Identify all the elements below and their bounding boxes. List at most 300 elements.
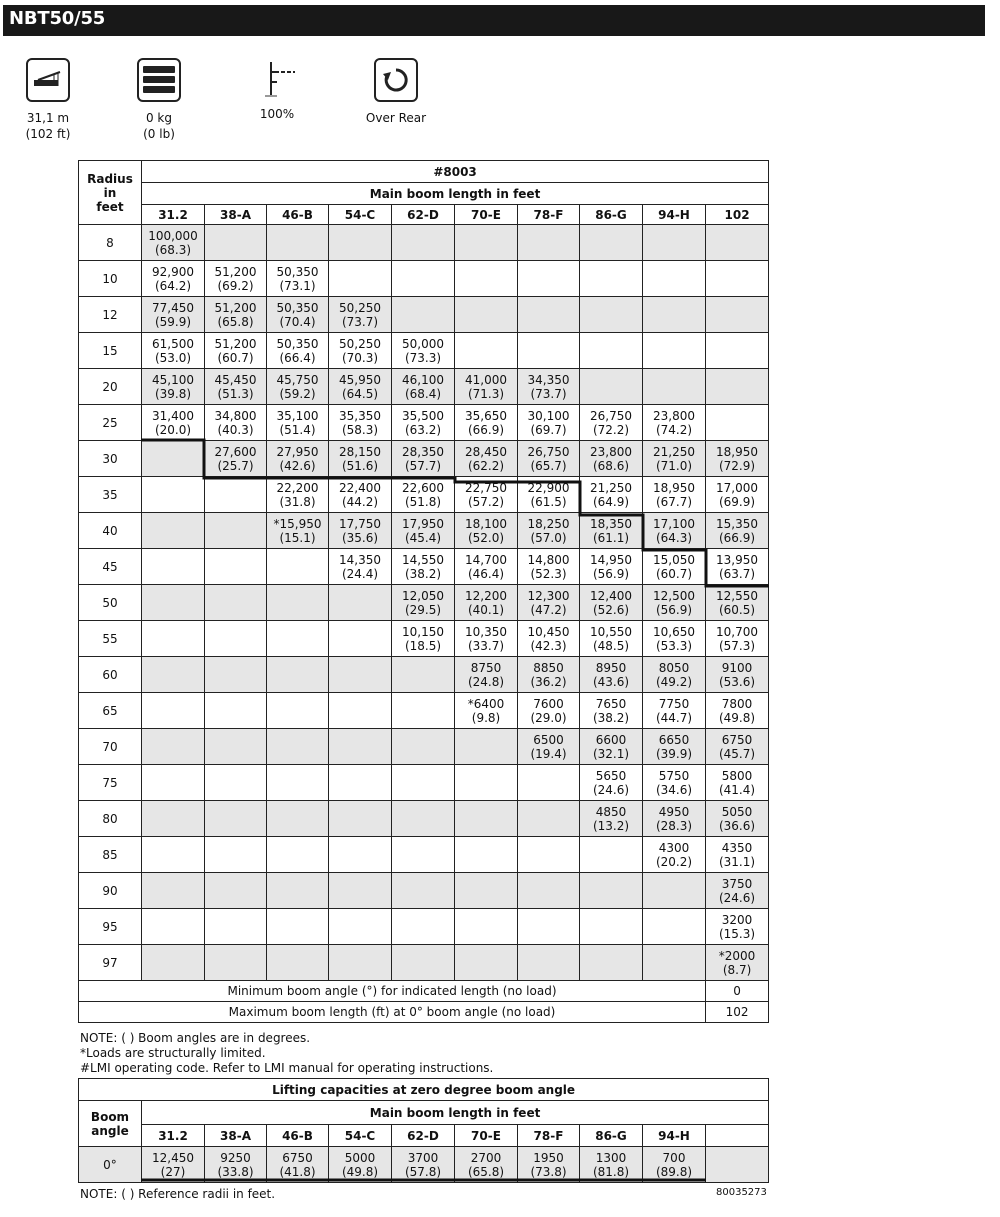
capacity-cell <box>643 693 706 729</box>
capacity-cell <box>392 621 455 657</box>
radius-value: (27) <box>160 1164 186 1179</box>
empty-cell <box>455 837 518 873</box>
zero-column-header: 46-B <box>267 1125 329 1147</box>
zero-column-header: 54-C <box>329 1125 392 1147</box>
empty-cell <box>267 909 329 945</box>
boom-angle-value: (73.3) <box>404 350 442 365</box>
radius-value: (65.8) <box>467 1164 505 1179</box>
boom-angle-value: (65.7) <box>530 458 567 473</box>
empty-cell <box>580 333 643 369</box>
empty-cell <box>580 369 643 405</box>
load-value: 50,250 <box>339 336 381 351</box>
load-value: 35,500 <box>402 408 444 423</box>
radius-cell: 25 <box>79 405 142 441</box>
radius-cell: 10 <box>79 261 142 297</box>
capacity-cell <box>455 657 518 693</box>
boom-angle-value: (71.0) <box>655 458 693 473</box>
radius-cell: 60 <box>79 657 142 693</box>
load-value: 6500 <box>533 732 564 747</box>
boom-angle-value: (68.6) <box>592 458 630 473</box>
capacity-cell <box>205 405 267 441</box>
load-value: 21,250 <box>590 480 632 495</box>
boom-angle-value: (39.9) <box>655 746 693 761</box>
empty-cell <box>455 729 518 765</box>
load-value: 34,350 <box>527 372 570 387</box>
lmi-code: #8003 <box>142 161 769 183</box>
boom-angle-value: (57.3) <box>718 638 756 653</box>
zero-capacity-cell <box>142 1147 205 1183</box>
zero-capacity-cell <box>392 1147 455 1183</box>
title-bar <box>3 5 985 36</box>
empty-cell <box>267 801 329 837</box>
load-value: 50,250 <box>339 300 381 315</box>
empty-cell <box>142 765 205 801</box>
empty-cell <box>392 945 455 981</box>
zero-column-header: 94-H <box>643 1125 706 1147</box>
capacity-cell <box>580 477 643 513</box>
load-value: 12,450 <box>152 1150 194 1165</box>
radius-cell: 70 <box>79 729 142 765</box>
capacity-cell <box>392 333 455 369</box>
empty-cell <box>329 585 392 621</box>
load-value: 15,050 <box>653 552 695 567</box>
load-value: 51,200 <box>214 336 257 351</box>
capacity-cell <box>329 477 392 513</box>
empty-cell <box>455 297 518 333</box>
empty-cell <box>392 729 455 765</box>
capacity-cell <box>455 549 518 585</box>
boom-angle-value: (53.3) <box>655 638 693 653</box>
capacity-cell <box>142 297 205 333</box>
load-value: 31,400 <box>152 408 194 423</box>
table-row <box>79 585 769 621</box>
empty-cell <box>267 945 329 981</box>
empty-cell <box>580 873 643 909</box>
capacity-cell <box>392 585 455 621</box>
radius-value: (41.8) <box>279 1164 316 1179</box>
boom-angle-value: (56.9) <box>592 566 630 581</box>
load-value: 28,350 <box>402 444 444 459</box>
capacity-cell <box>706 585 769 621</box>
capacity-cell <box>706 693 769 729</box>
radius-value: (89.8) <box>655 1164 693 1179</box>
load-value: 28,450 <box>465 444 507 459</box>
load-value: 92,900 <box>152 264 194 279</box>
load-value: 50,350 <box>276 300 319 315</box>
boom-angle-value: (38.2) <box>404 566 442 581</box>
load-value: 12,300 <box>527 588 570 603</box>
load-value: 1300 <box>595 1150 627 1165</box>
capacity-cell <box>392 549 455 585</box>
load-value: 14,550 <box>402 552 444 567</box>
boom-angle-value: (32.1) <box>592 746 630 761</box>
empty-cell <box>205 693 267 729</box>
load-value: 30,100 <box>527 408 570 423</box>
load-value: 18,100 <box>465 516 507 531</box>
empty-cell <box>205 621 267 657</box>
radius-cell: 8 <box>79 225 142 261</box>
empty-cell <box>267 585 329 621</box>
load-value: 7750 <box>658 696 690 711</box>
zero-capacity-cell <box>580 1147 643 1183</box>
empty-cell <box>267 225 329 261</box>
load-value: 50,350 <box>276 336 319 351</box>
load-value: 17,950 <box>402 516 444 531</box>
empty-cell <box>706 225 769 261</box>
radius-cell: 85 <box>79 837 142 873</box>
load-value: 5800 <box>721 768 753 783</box>
spec-value: 31,1 m <box>26 111 70 125</box>
capacity-cell <box>142 369 205 405</box>
capacity-cell <box>267 441 329 477</box>
empty-cell <box>142 693 205 729</box>
empty-cell <box>455 225 518 261</box>
boom-angle-value: (51.3) <box>217 386 254 401</box>
boom-angle-value: (57.0) <box>530 530 567 545</box>
empty-cell <box>706 405 769 441</box>
empty-cell <box>706 1147 769 1183</box>
load-value: 5050 <box>721 804 753 819</box>
capacity-cell <box>518 585 580 621</box>
capacity-cell <box>455 693 518 729</box>
empty-cell <box>392 225 455 261</box>
radius-value: (33.8) <box>217 1164 254 1179</box>
boom-angle-value: (57.7) <box>404 458 442 473</box>
load-value: 46,100 <box>402 372 444 387</box>
capacity-cell <box>580 693 643 729</box>
boom-angle-value: (18.5) <box>404 638 442 653</box>
empty-cell <box>706 261 769 297</box>
boom-angle-value: (46.4) <box>467 566 505 581</box>
empty-cell <box>706 297 769 333</box>
radius-cell: 97 <box>79 945 142 981</box>
boom-angle-value: (59.2) <box>279 386 316 401</box>
boom-length-header: Main boom length in feet <box>142 183 769 205</box>
empty-cell <box>267 549 329 585</box>
table-row <box>79 225 769 261</box>
capacity-cell <box>329 405 392 441</box>
table-row <box>79 873 769 909</box>
load-value: 17,000 <box>716 480 759 495</box>
boom-angle-value: (38.2) <box>592 710 630 725</box>
column-header: 54-C <box>329 205 392 225</box>
boom-angle-value: (69.7) <box>530 422 567 437</box>
empty-cell <box>392 657 455 693</box>
radius-cell: 50 <box>79 585 142 621</box>
capacity-cell <box>329 441 392 477</box>
load-value: 14,950 <box>590 552 632 567</box>
capacity-cell <box>580 513 643 549</box>
radius-cell: 15 <box>79 333 142 369</box>
boom-angle-value: (33.7) <box>467 638 505 653</box>
boom-angle-value: (47.2) <box>530 602 567 617</box>
capacity-cell <box>643 621 706 657</box>
radius-cell: 12 <box>79 297 142 333</box>
boom-angle-value: (61.1) <box>592 530 630 545</box>
boom-angle-value: (67.7) <box>655 494 693 509</box>
boom-angle-value: (44.7) <box>655 710 693 725</box>
boom-angle-value: (45.7) <box>718 746 756 761</box>
zero-row-label: 0° <box>79 1147 142 1183</box>
load-value: 27,950 <box>276 444 319 459</box>
column-header: 102 <box>706 205 769 225</box>
boom-angle-value: (51.4) <box>279 422 316 437</box>
load-value: 21,250 <box>653 444 695 459</box>
empty-cell <box>142 585 205 621</box>
empty-cell <box>706 333 769 369</box>
empty-cell <box>580 261 643 297</box>
boom-angle-value: (24.6) <box>718 890 756 905</box>
capacity-cell <box>580 657 643 693</box>
boom-angle-value: (60.7) <box>217 350 254 365</box>
table-row <box>79 945 769 981</box>
load-value: 6600 <box>595 732 627 747</box>
column-header: 86-G <box>580 205 643 225</box>
empty-cell <box>142 441 205 477</box>
footer-note: NOTE: ( ) Reference radii in feet. <box>80 1187 276 1201</box>
boom-angle-value: (52.0) <box>467 530 505 545</box>
capacity-cell <box>267 513 329 549</box>
load-value: 14,700 <box>465 552 507 567</box>
boom-angle-value: (52.3) <box>530 566 567 581</box>
table-row <box>79 621 769 657</box>
boom-angle-value: (35.6) <box>341 530 379 545</box>
empty-cell <box>518 801 580 837</box>
empty-cell <box>392 765 455 801</box>
column-header: 78-F <box>518 205 580 225</box>
zero-angle-table <box>78 1078 769 1183</box>
empty-cell <box>518 837 580 873</box>
boom-angle-value: (19.4) <box>530 746 567 761</box>
load-value: 50,350 <box>276 264 319 279</box>
empty-cell <box>142 729 205 765</box>
capacity-cell <box>455 585 518 621</box>
radius-cell: 40 <box>79 513 142 549</box>
boom-angle-value: (70.3) <box>341 350 379 365</box>
table-row <box>79 405 769 441</box>
load-value: 45,950 <box>339 372 381 387</box>
boom-angle-value: (53.6) <box>718 674 756 689</box>
empty-cell <box>392 837 455 873</box>
radius-value: (49.8) <box>341 1164 379 1179</box>
capacity-cell <box>267 369 329 405</box>
load-value: 8050 <box>658 660 690 675</box>
load-value: 10,700 <box>716 624 759 639</box>
capacity-cell <box>706 549 769 585</box>
boom-angle-value: (73.7) <box>530 386 567 401</box>
capacity-cell <box>142 333 205 369</box>
capacity-cell <box>329 297 392 333</box>
empty-cell <box>205 909 267 945</box>
boom-angle-value: (60.7) <box>655 566 693 581</box>
boom-angle-value: (39.8) <box>154 386 192 401</box>
table-row <box>79 801 769 837</box>
radius-cell: 75 <box>79 765 142 801</box>
empty-cell <box>518 945 580 981</box>
boom-angle-value: (57.2) <box>467 494 505 509</box>
empty-cell <box>455 909 518 945</box>
capacity-cell <box>580 801 643 837</box>
load-value: 3750 <box>721 876 753 891</box>
radius-value: (57.8) <box>404 1164 442 1179</box>
capacity-cell <box>205 297 267 333</box>
empty-cell <box>706 369 769 405</box>
empty-cell <box>392 909 455 945</box>
empty-cell <box>142 657 205 693</box>
boom-angle-value: (64.2) <box>154 278 192 293</box>
capacity-cell <box>706 513 769 549</box>
radius-cell: 30 <box>79 441 142 477</box>
load-value: 18,950 <box>653 480 695 495</box>
capacity-cell <box>643 657 706 693</box>
boom-angle-value: (31.8) <box>279 494 316 509</box>
empty-cell <box>329 657 392 693</box>
load-value: 10,350 <box>465 624 507 639</box>
empty-cell <box>142 477 205 513</box>
empty-cell <box>329 261 392 297</box>
spec-value: 0 kg <box>145 111 172 125</box>
boom-angle-value: (68.3) <box>154 242 192 257</box>
boom-angle-value: (71.3) <box>467 386 505 401</box>
capacity-cell <box>643 801 706 837</box>
load-value: 22,900 <box>527 480 570 495</box>
load-value: 22,750 <box>465 480 507 495</box>
radius-cell: 90 <box>79 873 142 909</box>
zero-column-header: 38-A <box>205 1125 267 1147</box>
boom-angle-value: (15.1) <box>279 530 316 545</box>
boom-angle-value: (63.2) <box>404 422 442 437</box>
capacity-cell <box>267 297 329 333</box>
max-length-value: 102 <box>706 1002 769 1023</box>
zero-column-header: 78-F <box>518 1125 580 1147</box>
empty-cell <box>142 621 205 657</box>
capacity-cell <box>643 837 706 873</box>
empty-cell <box>329 873 392 909</box>
boom-angle-value: (52.6) <box>592 602 630 617</box>
boom-angle-value: (72.2) <box>592 422 630 437</box>
column-header: 62-D <box>392 205 455 225</box>
empty-cell <box>455 333 518 369</box>
doc-code: 80035273 <box>716 1187 767 1198</box>
empty-cell <box>580 225 643 261</box>
capacity-cell <box>706 765 769 801</box>
radius-cell: 55 <box>79 621 142 657</box>
table-row <box>79 729 769 765</box>
empty-cell <box>205 765 267 801</box>
zero-capacity-cell <box>267 1147 329 1183</box>
boom-angle-value: (41.4) <box>718 782 756 797</box>
empty-cell <box>205 945 267 981</box>
empty-cell <box>142 513 205 549</box>
capacity-cell <box>643 549 706 585</box>
capacity-cell <box>205 333 267 369</box>
empty-cell <box>643 945 706 981</box>
empty-cell <box>205 873 267 909</box>
load-value: 3700 <box>407 1150 439 1165</box>
rotation-icon <box>374 58 418 102</box>
boom-angle-value: (66.4) <box>279 350 316 365</box>
load-value: 41,000 <box>465 372 507 387</box>
empty-cell <box>518 297 580 333</box>
capacity-cell <box>267 261 329 297</box>
boom-angle-value: (61.5) <box>530 494 567 509</box>
boom-angle-value: (72.9) <box>718 458 756 473</box>
load-value: 100,000 <box>148 228 198 243</box>
capacity-cell <box>580 549 643 585</box>
load-value: 28,150 <box>339 444 381 459</box>
load-value: 12,050 <box>402 588 444 603</box>
load-value: 4950 <box>658 804 690 819</box>
capacity-cell <box>706 477 769 513</box>
capacity-cell <box>643 477 706 513</box>
boom-length-icon <box>26 58 70 102</box>
empty-cell <box>518 909 580 945</box>
load-value: 4350 <box>721 840 753 855</box>
capacity-cell <box>706 441 769 477</box>
load-value: 45,750 <box>276 372 319 387</box>
empty-cell <box>392 261 455 297</box>
capacity-cell <box>392 405 455 441</box>
boom-angle-value: (70.4) <box>279 314 316 329</box>
empty-cell <box>580 297 643 333</box>
load-value: 23,800 <box>653 408 695 423</box>
load-value: 8950 <box>595 660 627 675</box>
capacity-cell <box>518 369 580 405</box>
empty-cell <box>329 837 392 873</box>
boom-angle-value: (31.1) <box>718 854 756 869</box>
empty-cell <box>205 225 267 261</box>
capacity-table <box>78 160 769 1023</box>
empty-cell <box>205 837 267 873</box>
capacity-cell <box>706 873 769 909</box>
empty-cell <box>142 801 205 837</box>
empty-cell <box>392 693 455 729</box>
capacity-cell <box>205 369 267 405</box>
empty-cell <box>392 297 455 333</box>
empty-cell <box>643 297 706 333</box>
capacity-cell <box>706 621 769 657</box>
capacity-cell <box>706 945 769 981</box>
boom-angle-value: (64.5) <box>341 386 379 401</box>
load-value: 7650 <box>595 696 627 711</box>
load-value: *6400 <box>467 696 505 711</box>
boom-angle-value: (45.4) <box>404 530 442 545</box>
capacity-cell <box>643 729 706 765</box>
load-value: 10,650 <box>653 624 695 639</box>
empty-cell <box>329 801 392 837</box>
empty-cell <box>142 909 205 945</box>
boom-angle-value: (62.2) <box>467 458 505 473</box>
boom-angle-value: (25.7) <box>217 458 254 473</box>
load-value: 26,750 <box>527 444 570 459</box>
empty-cell <box>267 693 329 729</box>
empty-cell <box>205 657 267 693</box>
boom-angle-value: (66.9) <box>718 530 756 545</box>
zero-column-header: 86-G <box>580 1125 643 1147</box>
empty-cell <box>455 765 518 801</box>
spec-outrigger <box>222 58 332 122</box>
capacity-cell <box>142 225 205 261</box>
capacity-cell <box>518 693 580 729</box>
empty-cell <box>455 801 518 837</box>
empty-cell <box>455 261 518 297</box>
load-value: 35,350 <box>339 408 381 423</box>
column-header: 70-E <box>455 205 518 225</box>
capacity-cell <box>706 657 769 693</box>
column-header: 46-B <box>267 205 329 225</box>
table-row <box>79 441 769 477</box>
empty-cell <box>580 945 643 981</box>
